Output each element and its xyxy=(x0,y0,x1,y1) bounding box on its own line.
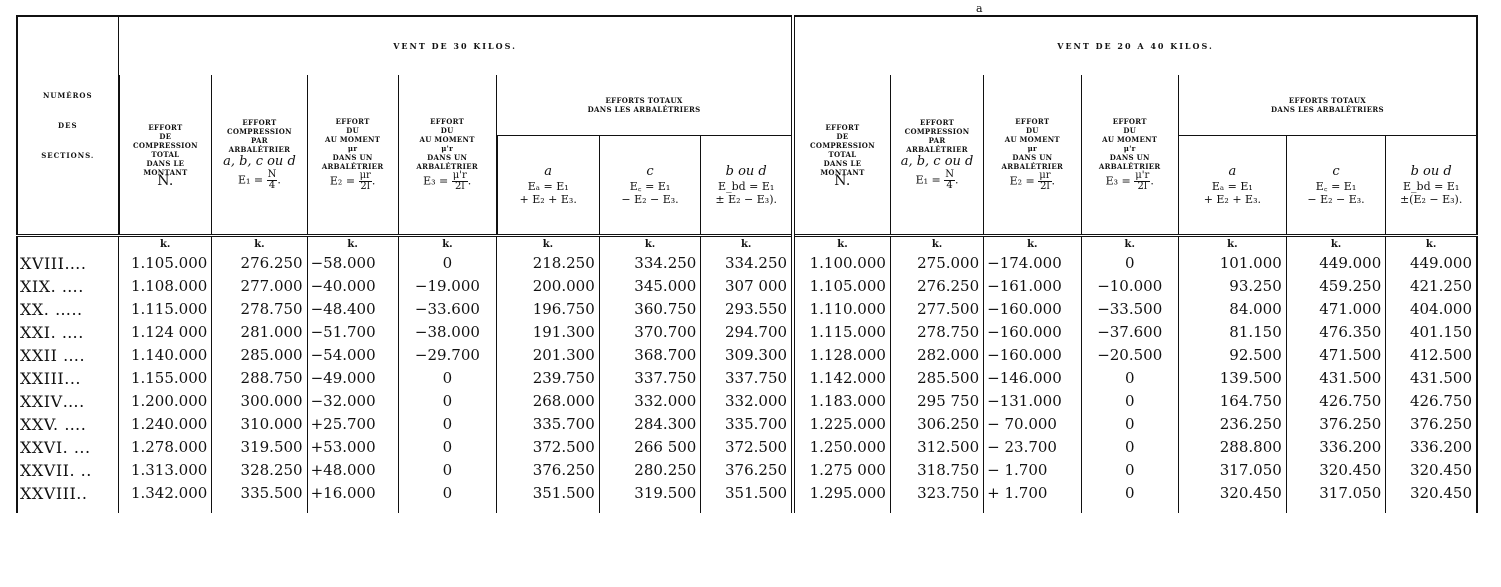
value-cell: 1.142.000 xyxy=(793,367,890,390)
value-cell: 1.275 000 xyxy=(793,459,890,482)
value-cell: 280.250 xyxy=(599,459,701,482)
value-cell: 0 xyxy=(398,436,496,459)
value-cell: 1.240.000 xyxy=(119,413,212,436)
value-cell: 288.800 xyxy=(1178,436,1286,459)
value-cell: 282.000 xyxy=(890,344,983,367)
value-cell: 285.500 xyxy=(890,367,983,390)
value-cell: 276.250 xyxy=(212,252,307,275)
unit-cell: k. xyxy=(212,236,307,253)
unit-row xyxy=(17,236,1477,253)
value-cell: 332.000 xyxy=(701,390,793,413)
section-label: XX. ….. xyxy=(17,298,119,321)
unit-cell: k. xyxy=(599,236,701,253)
value-cell: 337.750 xyxy=(701,367,793,390)
value-cell: 323.750 xyxy=(890,482,983,505)
table-row xyxy=(17,321,1477,344)
value-cell: −54.000 xyxy=(307,344,398,367)
value-cell: 218.250 xyxy=(497,252,600,275)
table-row xyxy=(17,344,1477,367)
value-cell: 285.000 xyxy=(212,344,307,367)
value-cell: −160.000 xyxy=(984,344,1081,367)
wind-20-40-header: VENT DE 20 A 40 KILOS. xyxy=(793,16,1477,75)
value-cell: 196.750 xyxy=(497,298,600,321)
section-label: XXIV…. xyxy=(17,390,119,413)
header-sub-a: a Eₐ = E₁ + E₂ + E₃. xyxy=(497,136,600,236)
value-cell: 1.124 000 xyxy=(119,321,212,344)
value-cell: 1.155.000 xyxy=(119,367,212,390)
section-label: XVIII…. xyxy=(17,252,119,275)
value-cell: +25.700 xyxy=(307,413,398,436)
header-sub-c: c E꜀ = E₁ − E₂ − E₃. xyxy=(599,136,701,236)
value-cell: 1.140.000 xyxy=(119,344,212,367)
value-cell: 278.750 xyxy=(890,321,983,344)
value-cell: 335.500 xyxy=(212,482,307,505)
value-cell: 1.313.000 xyxy=(119,459,212,482)
value-cell: 266 500 xyxy=(599,436,701,459)
value-cell: 334.250 xyxy=(599,252,701,275)
header-sub-a-2: a Eₐ = E₁ + E₂ + E₃. xyxy=(1178,136,1286,236)
value-cell: 236.250 xyxy=(1178,413,1286,436)
value-cell: 92.500 xyxy=(1178,344,1286,367)
table-row xyxy=(17,252,1477,275)
value-cell: 1.295.000 xyxy=(793,482,890,505)
value-cell: 293.550 xyxy=(701,298,793,321)
header-total-compression: EFFORT DE COMPRESSION TOTAL DANS LE MONTANT N. xyxy=(119,75,212,236)
value-cell: 1.278.000 xyxy=(119,436,212,459)
value-cell: 1.183.000 xyxy=(793,390,890,413)
unit-cell: k. xyxy=(701,236,793,253)
value-cell: 1.200.000 xyxy=(119,390,212,413)
value-cell: 1.105.000 xyxy=(119,252,212,275)
value-cell: 275.000 xyxy=(890,252,983,275)
value-cell: 0 xyxy=(398,252,496,275)
value-cell: 101.000 xyxy=(1178,252,1286,275)
value-cell: 336.200 xyxy=(1386,436,1477,459)
unit-cell: k. xyxy=(1178,236,1286,253)
section-label: XXI. …. xyxy=(17,321,119,344)
value-cell: 404.000 xyxy=(1386,298,1477,321)
value-cell: −174.000 xyxy=(984,252,1081,275)
unit-cell: k. xyxy=(497,236,600,253)
value-cell: 476.350 xyxy=(1286,321,1385,344)
value-cell: 1.250.000 xyxy=(793,436,890,459)
header-moment-effort-2: EFFORT DU AU MOMENT μr DANS UN ARBALÉTRIER E₂ = $\frac{\mu r}{2l}$ . xyxy=(984,75,1081,236)
value-cell: 426.750 xyxy=(1286,390,1385,413)
value-cell: 307 000 xyxy=(701,275,793,298)
value-cell: −20.500 xyxy=(1081,344,1178,367)
table-header xyxy=(17,16,1477,236)
data-table xyxy=(16,15,1478,513)
value-cell: 471.500 xyxy=(1286,344,1385,367)
table-body xyxy=(17,236,1477,514)
header-total-efforts: EFFORTS TOTAUX DANS LES ARBALÉTRIERS xyxy=(497,75,793,136)
value-cell: −38.000 xyxy=(398,321,496,344)
value-cell: 1.108.000 xyxy=(119,275,212,298)
value-cell: 334.250 xyxy=(701,252,793,275)
value-cell: 0 xyxy=(1081,436,1178,459)
value-cell: 0 xyxy=(398,482,496,505)
section-label: XXII …. xyxy=(17,344,119,367)
header-moment-prime-effort: EFFORT DU AU MOMENT μ'r DANS UN ARBALÉTRIER E₃ = $\frac{\mu'r}{2l}$ . xyxy=(398,75,496,236)
value-cell: 0 xyxy=(398,413,496,436)
value-cell: 320.450 xyxy=(1386,459,1477,482)
value-cell: 337.750 xyxy=(599,367,701,390)
value-cell: 319.500 xyxy=(599,482,701,505)
section-label: XXV. …. xyxy=(17,413,119,436)
value-cell: 1.115.000 xyxy=(793,321,890,344)
value-cell: −29.700 xyxy=(398,344,496,367)
value-cell: 139.500 xyxy=(1178,367,1286,390)
value-cell: −146.000 xyxy=(984,367,1081,390)
value-cell: 345.000 xyxy=(599,275,701,298)
value-cell: 0 xyxy=(1081,252,1178,275)
value-cell: 300.000 xyxy=(212,390,307,413)
value-cell: 277.000 xyxy=(212,275,307,298)
value-cell: −10.000 xyxy=(1081,275,1178,298)
value-cell: −49.000 xyxy=(307,367,398,390)
value-cell: 421.250 xyxy=(1386,275,1477,298)
value-cell: 351.500 xyxy=(701,482,793,505)
section-label: XXIII... xyxy=(17,367,119,390)
value-cell: 93.250 xyxy=(1178,275,1286,298)
value-cell: 294.700 xyxy=(701,321,793,344)
value-cell: 200.000 xyxy=(497,275,600,298)
value-cell: 426.750 xyxy=(1386,390,1477,413)
value-cell: 372.500 xyxy=(701,436,793,459)
value-cell: − 70.000 xyxy=(984,413,1081,436)
table-row xyxy=(17,459,1477,482)
value-cell: 320.450 xyxy=(1178,482,1286,505)
value-cell: 431.500 xyxy=(1286,367,1385,390)
unit-cell: k. xyxy=(119,236,212,253)
value-cell: 1.105.000 xyxy=(793,275,890,298)
value-cell: 376.250 xyxy=(1386,413,1477,436)
value-cell: 449.000 xyxy=(1286,252,1385,275)
unit-cell: k. xyxy=(984,236,1081,253)
table-row xyxy=(17,367,1477,390)
value-cell: 164.750 xyxy=(1178,390,1286,413)
header-sub-c-2: c E꜀ = E₁ − E₂ − E₃. xyxy=(1286,136,1385,236)
value-cell: 376.250 xyxy=(1286,413,1385,436)
value-cell: 84.000 xyxy=(1178,298,1286,321)
value-cell: 276.250 xyxy=(890,275,983,298)
value-cell: − 23.700 xyxy=(984,436,1081,459)
header-moment-effort: EFFORT DU AU MOMENT μr DANS UN ARBALÉTRIER E₂ = $\frac{\mu r}{2l}$ . xyxy=(307,75,398,236)
table-row xyxy=(17,298,1477,321)
value-cell: −51.700 xyxy=(307,321,398,344)
unit-cell: k. xyxy=(1081,236,1178,253)
value-cell: 201.300 xyxy=(497,344,600,367)
value-cell: 288.750 xyxy=(212,367,307,390)
header-compression-per-rafter: EFFORT COMPRESSION PAR ARBALÉTRIER a, b, c ou d E₁ = $\frac{N}{4}$ . xyxy=(212,75,307,236)
value-cell: 0 xyxy=(398,367,496,390)
header-total-efforts-2: EFFORTS TOTAUX DANS LES ARBALÉTRIERS xyxy=(1178,75,1477,136)
value-cell: −40.000 xyxy=(307,275,398,298)
value-cell: 401.150 xyxy=(1386,321,1477,344)
value-cell: 368.700 xyxy=(599,344,701,367)
value-cell: −33.600 xyxy=(398,298,496,321)
value-cell: 372.500 xyxy=(497,436,600,459)
wind-30-header: VENT DE 30 KILOS. xyxy=(119,16,793,75)
value-cell: 376.250 xyxy=(701,459,793,482)
unit-cell: k. xyxy=(307,236,398,253)
unit-cell: k. xyxy=(398,236,496,253)
value-cell: 0 xyxy=(1081,482,1178,505)
value-cell: 318.750 xyxy=(890,459,983,482)
table-row xyxy=(17,413,1477,436)
value-cell: 431.500 xyxy=(1386,367,1477,390)
header-moment-prime-effort-2: EFFORT DU AU MOMENT μ'r DANS UN ARBALÉTRIER E₃ = $\frac{\mu'r}{2l}$ . xyxy=(1081,75,1178,236)
value-cell: 0 xyxy=(1081,413,1178,436)
table-row xyxy=(17,275,1477,298)
value-cell: 1.110.000 xyxy=(793,298,890,321)
value-cell: −58.000 xyxy=(307,252,398,275)
value-cell: 360.750 xyxy=(599,298,701,321)
value-cell: 370.700 xyxy=(599,321,701,344)
section-header: NUMÉROS DES SECTIONS. xyxy=(17,16,119,236)
value-cell: 191.300 xyxy=(497,321,600,344)
value-cell: −19.000 xyxy=(398,275,496,298)
value-cell: 278.750 xyxy=(212,298,307,321)
value-cell: 335.700 xyxy=(497,413,600,436)
unit-cell: k. xyxy=(1286,236,1385,253)
value-cell: 81.150 xyxy=(1178,321,1286,344)
value-cell: +53.000 xyxy=(307,436,398,459)
value-cell: 1.225.000 xyxy=(793,413,890,436)
value-cell: 1.128.000 xyxy=(793,344,890,367)
table-row xyxy=(17,390,1477,413)
value-cell: 319.500 xyxy=(212,436,307,459)
value-cell: −48.400 xyxy=(307,298,398,321)
unit-cell: k. xyxy=(890,236,983,253)
table-row xyxy=(17,482,1477,505)
value-cell: 332.000 xyxy=(599,390,701,413)
value-cell: 328.250 xyxy=(212,459,307,482)
table-bottom-padding xyxy=(17,505,1477,513)
value-cell: − 1.700 xyxy=(984,459,1081,482)
value-cell: 320.450 xyxy=(1286,459,1385,482)
value-cell: 0 xyxy=(398,390,496,413)
section-label: XXVIII.. xyxy=(17,482,119,505)
header-sub-bd-2: b ou d E_bd = E₁ ±(E₂ − E₃). xyxy=(1386,136,1477,236)
value-cell: 412.500 xyxy=(1386,344,1477,367)
header-compression-per-rafter-2: EFFORT COMPRESSION PAR ARBALÉTRIER a, b, c ou d E₁ = $\frac{N}{4}$ . xyxy=(890,75,983,236)
value-cell: 239.750 xyxy=(497,367,600,390)
section-label: XIX. …. xyxy=(17,275,119,298)
value-cell: 268.000 xyxy=(497,390,600,413)
unit-cell: k. xyxy=(1386,236,1477,253)
section-label: XXVI. ... xyxy=(17,436,119,459)
value-cell: 471.000 xyxy=(1286,298,1385,321)
value-cell: 309.300 xyxy=(701,344,793,367)
value-cell: 0 xyxy=(1081,367,1178,390)
value-cell: −32.000 xyxy=(307,390,398,413)
value-cell: −37.600 xyxy=(1081,321,1178,344)
table-row xyxy=(17,436,1477,459)
value-cell: 459.250 xyxy=(1286,275,1385,298)
value-cell: 306.250 xyxy=(890,413,983,436)
value-cell: + 1.700 xyxy=(984,482,1081,505)
value-cell: 0 xyxy=(1081,459,1178,482)
value-cell: +48.000 xyxy=(307,459,398,482)
page-mark: a xyxy=(976,2,983,15)
header-sub-bd: b ou d E_bd = E₁ ± E₂ − E₃). xyxy=(701,136,793,236)
value-cell: 320.450 xyxy=(1386,482,1477,505)
header-total-compression-2: EFFORT DE COMPRESSION TOTAL DANS LE MONTANT N. xyxy=(793,75,890,236)
value-cell: 1.342.000 xyxy=(119,482,212,505)
value-cell: 281.000 xyxy=(212,321,307,344)
value-cell: −161.000 xyxy=(984,275,1081,298)
value-cell: 351.500 xyxy=(497,482,600,505)
value-cell: −131.000 xyxy=(984,390,1081,413)
value-cell: 310.000 xyxy=(212,413,307,436)
value-cell: 0 xyxy=(398,459,496,482)
value-cell: 376.250 xyxy=(497,459,600,482)
value-cell: 1.115.000 xyxy=(119,298,212,321)
value-cell: 449.000 xyxy=(1386,252,1477,275)
value-cell: 1.100.000 xyxy=(793,252,890,275)
value-cell: 277.500 xyxy=(890,298,983,321)
value-cell: −160.000 xyxy=(984,298,1081,321)
value-cell: +16.000 xyxy=(307,482,398,505)
value-cell: 312.500 xyxy=(890,436,983,459)
value-cell: 335.700 xyxy=(701,413,793,436)
value-cell: 0 xyxy=(1081,390,1178,413)
value-cell: 284.300 xyxy=(599,413,701,436)
value-cell: −33.500 xyxy=(1081,298,1178,321)
value-cell: 317.050 xyxy=(1178,459,1286,482)
unit-cell: k. xyxy=(793,236,890,253)
value-cell: 295 750 xyxy=(890,390,983,413)
value-cell: 317.050 xyxy=(1286,482,1385,505)
value-cell: 336.200 xyxy=(1286,436,1385,459)
section-label: XXVII. .. xyxy=(17,459,119,482)
value-cell: −160.000 xyxy=(984,321,1081,344)
